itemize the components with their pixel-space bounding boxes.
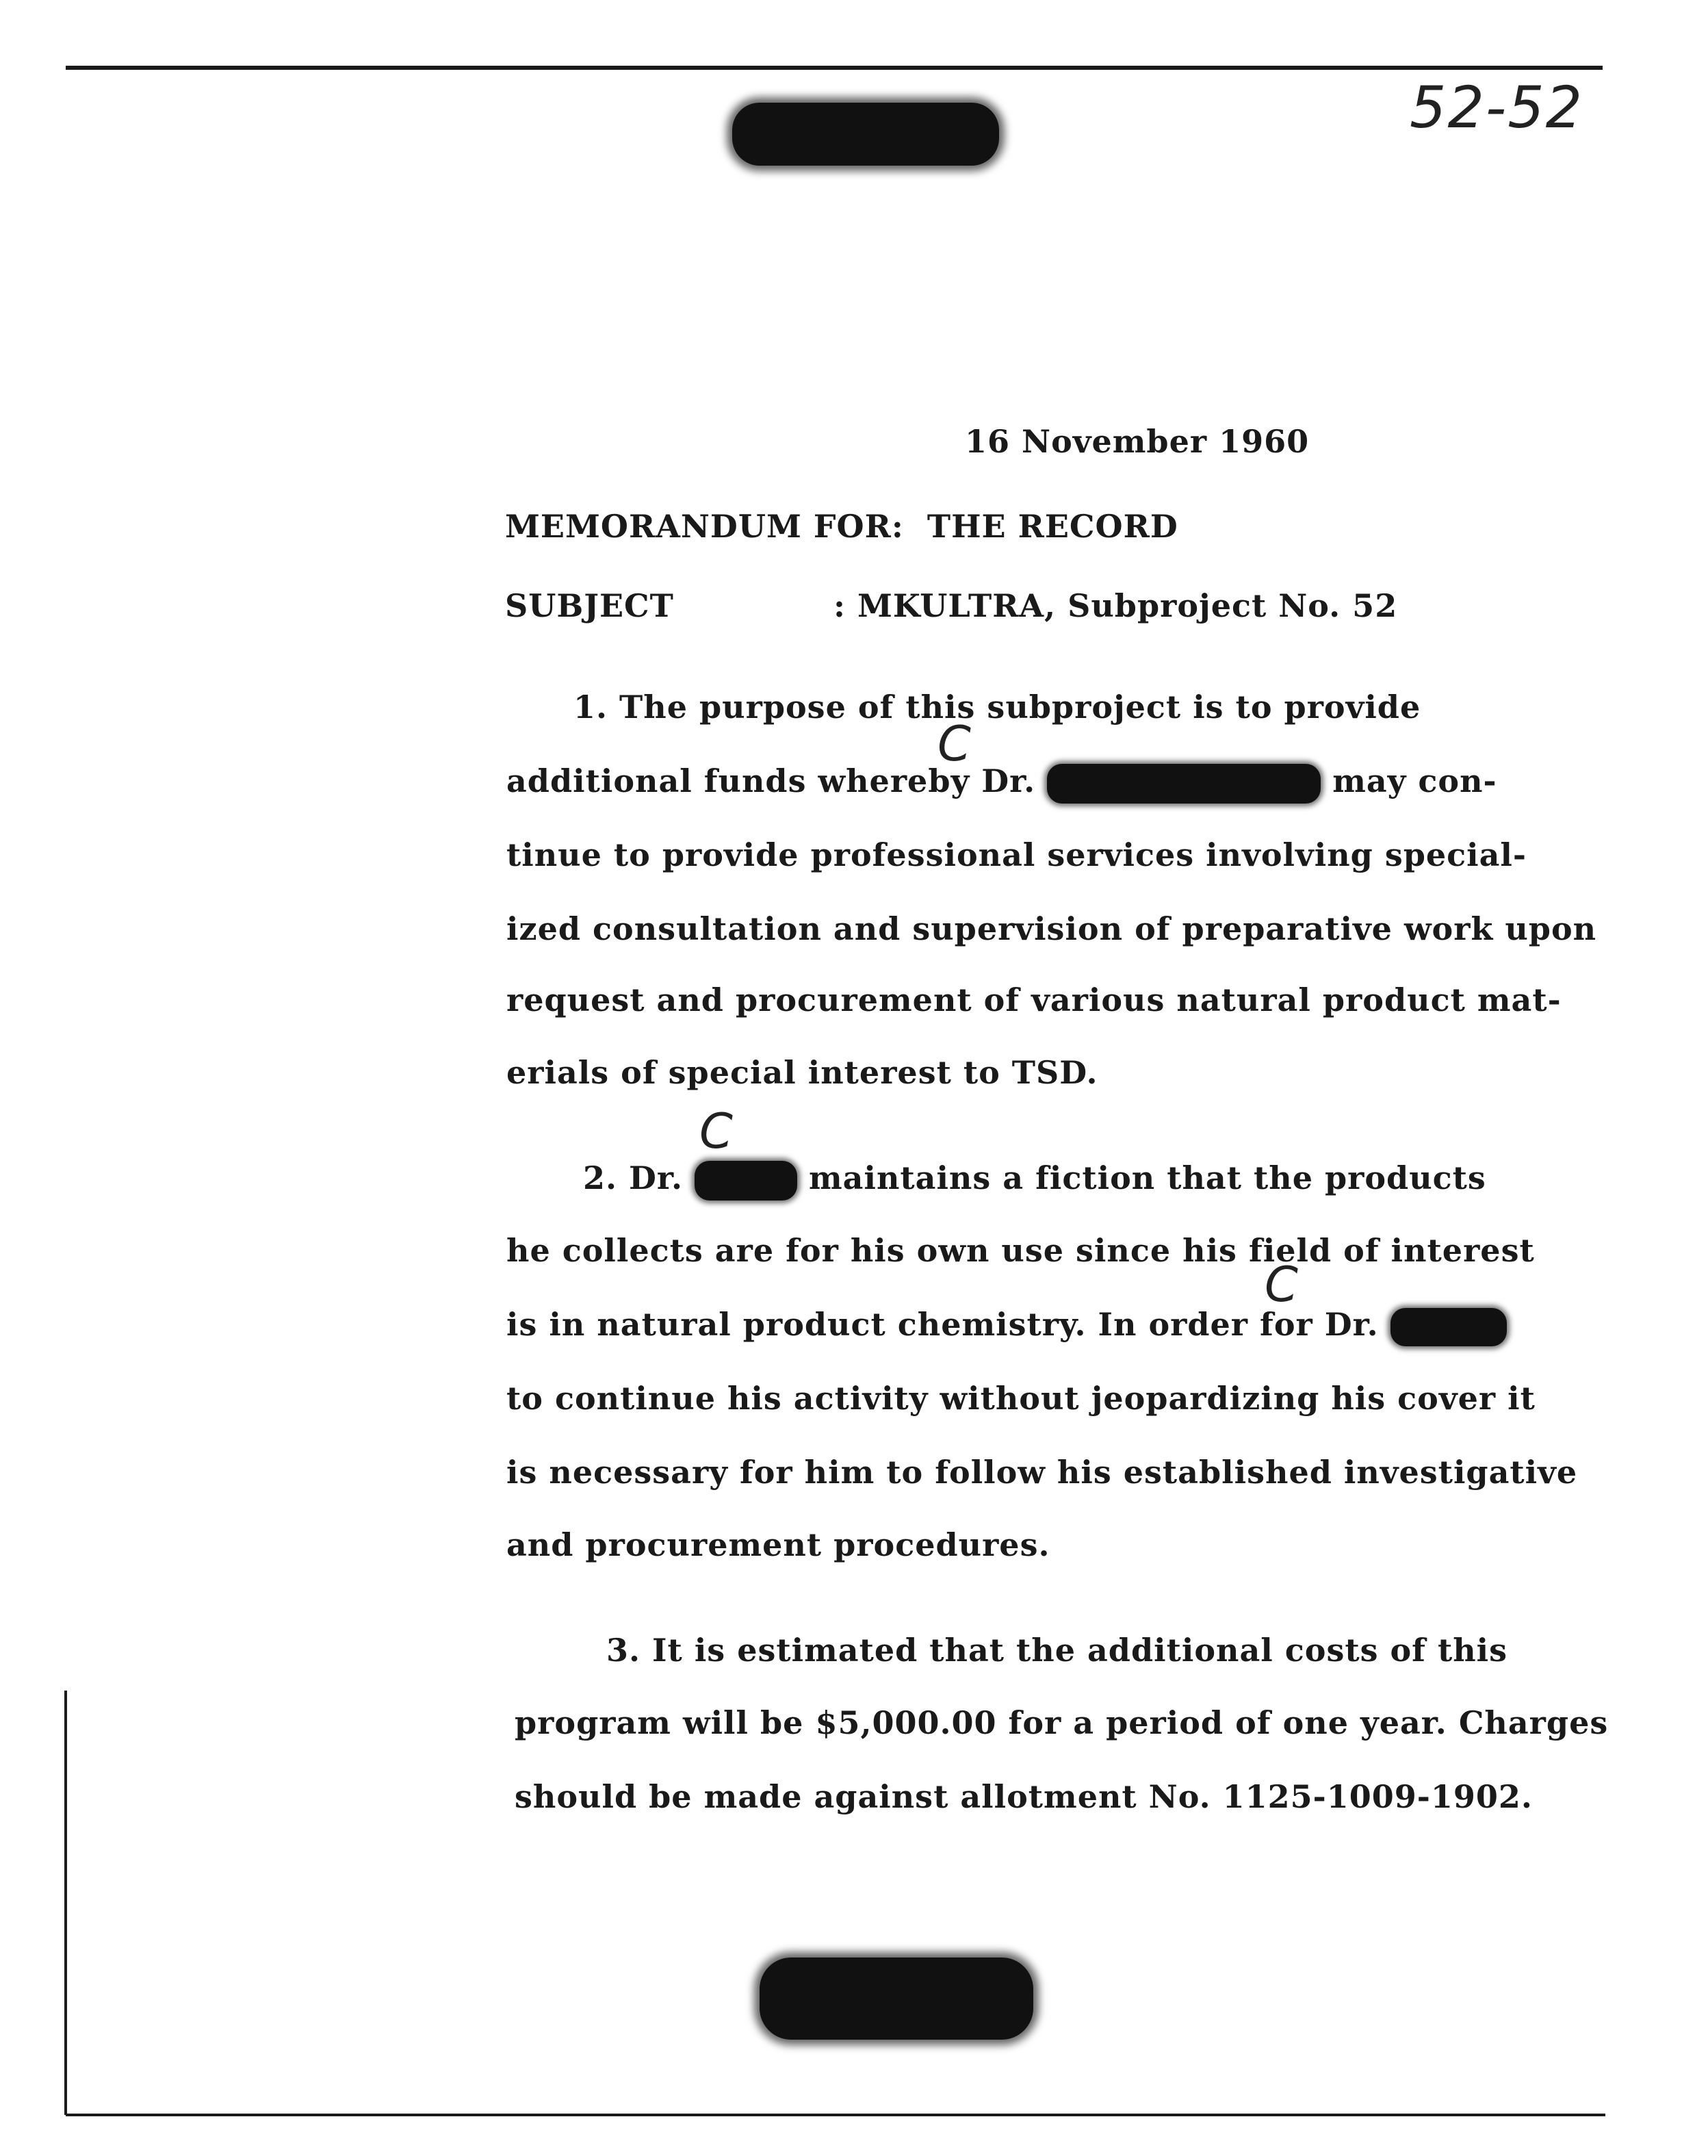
p2-line6: and procurement procedures. (506, 1526, 1050, 1563)
redacted-name (695, 1161, 797, 1201)
subject-label: SUBJECT (505, 587, 674, 624)
p1-line1: 1. The purpose of this subproject is to provide (573, 689, 1421, 726)
document-number-handwritten: 52-52 (1410, 74, 1584, 141)
redacted-name (1390, 1308, 1507, 1346)
p2-line1 (583, 1159, 1486, 1201)
bottom-border-line (66, 2114, 1605, 2116)
p1-line5: request and procurement of various natural product mat- (506, 981, 1562, 1018)
p2-line1-start: 2. Dr. (583, 1159, 683, 1196)
memo-for-line (505, 508, 1178, 545)
p1-line3: tinue to provide professional services involving special- (506, 836, 1527, 873)
p1-line4: ized consultation and supervision of preparative work upon (506, 910, 1597, 947)
handwritten-c-mark: C (1265, 1257, 1298, 1313)
memo-date: 16 November 1960 (965, 423, 1310, 460)
p2-line1-end: maintains a fiction that the products (809, 1159, 1486, 1196)
p1-line6: erials of special interest to TSD. (506, 1054, 1098, 1091)
left-border-line (64, 1691, 67, 2115)
p3-line2: program will be $5,000.00 for a period of one year. Charges (515, 1704, 1609, 1741)
p1-line2 (506, 762, 1497, 804)
p3-line3: should be made against allotment No. 1125-1009-1902. (515, 1778, 1533, 1815)
redaction-top-stamp (732, 103, 999, 166)
memo-for-value: THE RECORD (927, 508, 1178, 545)
p1-line2-start: additional funds whereby Dr. (506, 762, 1036, 799)
p2-line3 (506, 1306, 1507, 1346)
redacted-name (1047, 764, 1321, 804)
redaction-bottom-stamp (760, 1958, 1033, 2040)
handwritten-c-mark: C (937, 716, 971, 772)
memo-for-label: MEMORANDUM FOR: (505, 508, 904, 545)
p3-line1: 3. It is estimated that the additional costs of this (606, 1632, 1508, 1669)
top-border-line (66, 66, 1603, 70)
p2-line3-text: is in natural product chemistry. In order for Dr. (506, 1306, 1379, 1343)
p1-line2-end: may con- (1332, 762, 1497, 799)
p2-line2: he collects are for his own use since his field of interest (506, 1232, 1535, 1269)
handwritten-c-mark: C (699, 1103, 733, 1159)
p2-line5: is necessary for him to follow his established investigative (506, 1454, 1578, 1491)
subject-value: : MKULTRA, Subproject No. 52 (833, 587, 1398, 624)
p2-line4: to continue his activity without jeopardizing his cover it (506, 1380, 1536, 1417)
